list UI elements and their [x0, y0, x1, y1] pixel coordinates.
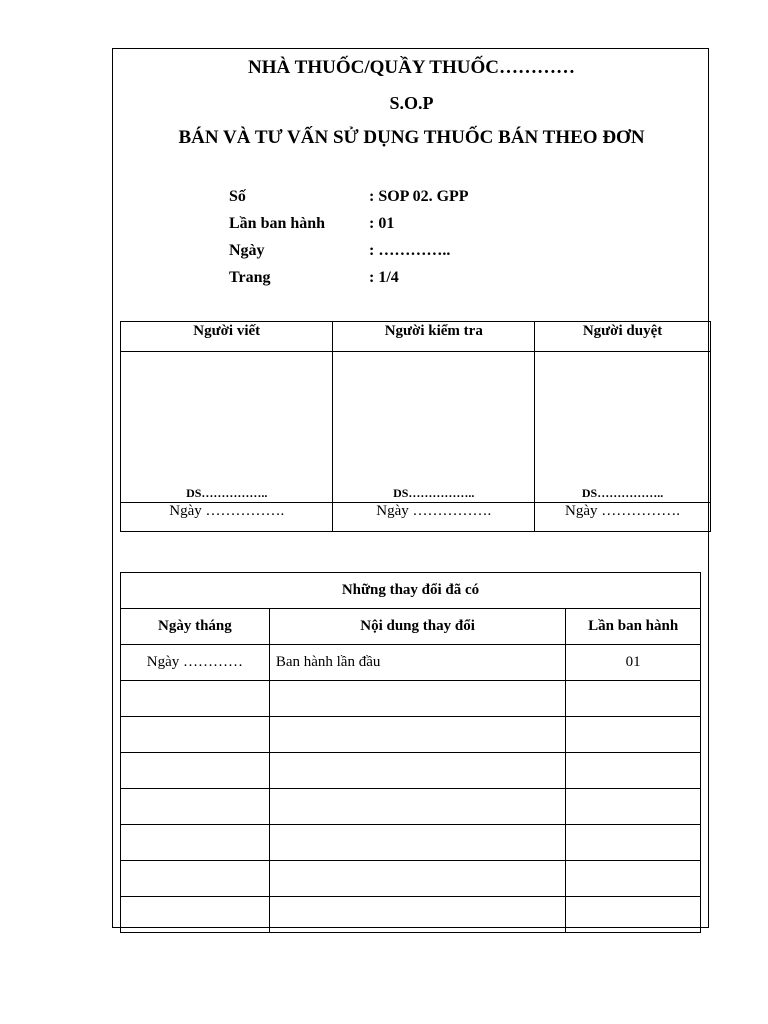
column-header-date: Ngày tháng [121, 609, 270, 645]
sop-label: S.O.P [389, 93, 434, 113]
table-row [121, 825, 701, 861]
date-writer[interactable]: Ngày ……………. [121, 503, 333, 532]
header-writer: Người viết [121, 322, 333, 352]
info-value: : 1/4 [369, 269, 399, 286]
cell-issue[interactable] [566, 825, 701, 861]
change-table-caption: Những thay đổi đã có [121, 573, 701, 609]
signature-approver[interactable]: DS…………….. [535, 352, 711, 503]
cell-content[interactable] [269, 789, 566, 825]
column-header-issue: Lần ban hành [566, 609, 701, 645]
cell-date[interactable] [121, 861, 270, 897]
signature-checker[interactable]: DS…………….. [333, 352, 535, 503]
cell-content[interactable] [269, 825, 566, 861]
info-value: : ………….. [369, 242, 451, 259]
signature-table [120, 321, 711, 532]
cell-date[interactable] [121, 789, 270, 825]
info-value: : 01 [369, 215, 395, 232]
cell-issue[interactable] [566, 789, 701, 825]
table-row [121, 897, 701, 933]
info-label: Trang [229, 269, 271, 286]
cell-content[interactable]: Ban hành lần đầu [269, 645, 566, 681]
cell-date[interactable] [121, 897, 270, 933]
table-row [121, 717, 701, 753]
document-frame [112, 48, 709, 928]
header-checker: Người kiểm tra [333, 322, 535, 352]
cell-content[interactable] [269, 753, 566, 789]
cell-issue[interactable] [566, 753, 701, 789]
cell-issue[interactable] [566, 897, 701, 933]
cell-issue[interactable]: 01 [566, 645, 701, 681]
table-row [121, 789, 701, 825]
cell-date[interactable] [121, 681, 270, 717]
cell-issue[interactable] [566, 681, 701, 717]
cell-date[interactable] [121, 825, 270, 861]
cell-issue[interactable] [566, 717, 701, 753]
header-approver: Người duyệt [535, 322, 711, 352]
table-row [121, 681, 701, 717]
change-history-table [120, 572, 701, 933]
table-row [121, 753, 701, 789]
cell-content[interactable] [269, 861, 566, 897]
cell-content[interactable] [269, 681, 566, 717]
pharmacy-name: NHÀ THUỐC/QUẦY THUỐC………… [248, 57, 575, 78]
document-title: BÁN VÀ TƯ VẤN SỬ DỤNG THUỐC BÁN THEO ĐƠN [178, 127, 645, 148]
table-row [121, 861, 701, 897]
info-label: Lần ban hành [229, 215, 326, 232]
cell-content[interactable] [269, 897, 566, 933]
cell-date[interactable] [121, 717, 270, 753]
table-row [121, 645, 701, 681]
cell-issue[interactable] [566, 861, 701, 897]
date-checker[interactable]: Ngày ……………. [333, 503, 535, 532]
signature-writer[interactable]: DS…………….. [121, 352, 333, 503]
info-label: Ngày [229, 242, 265, 259]
cell-date[interactable]: Ngày ………… [121, 645, 270, 681]
info-label: Số [229, 188, 246, 205]
date-approver[interactable]: Ngày ……………. [535, 503, 711, 532]
cell-date[interactable] [121, 753, 270, 789]
column-header-content: Nội dung thay đổi [269, 609, 566, 645]
cell-content[interactable] [269, 717, 566, 753]
info-value: : SOP 02. GPP [369, 188, 469, 205]
